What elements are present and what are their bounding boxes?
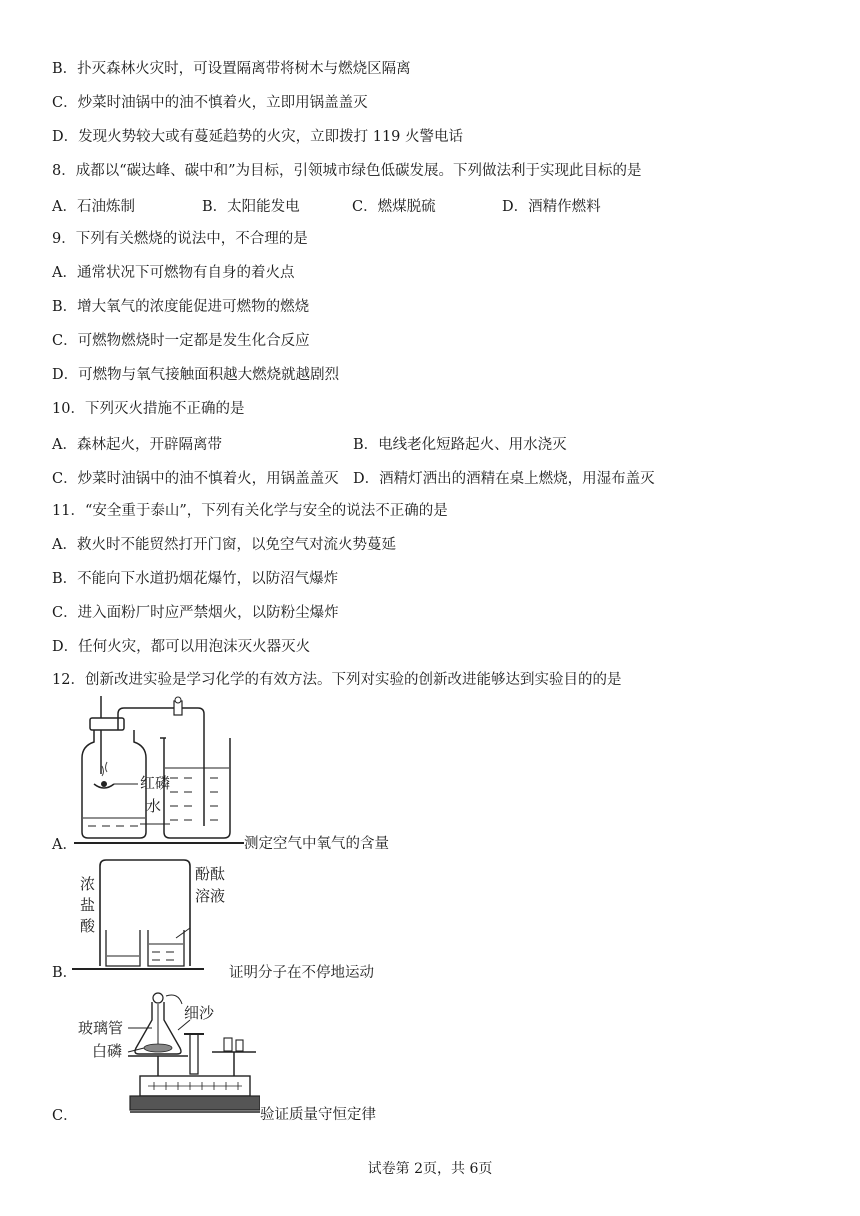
q8-option-c: C．燃煤脱硫: [352, 199, 436, 215]
q11-option-d: D．任何火灾，都可以用泡沫灭火器灭火: [52, 639, 311, 655]
q9-option-d: D．可燃物与氧气接触面积越大燃烧就越剧烈: [52, 367, 340, 383]
q7-option-b: B．扑灭森林火灾时，可设置隔离带将树木与燃烧区隔离: [52, 61, 411, 77]
q10-option-b: B．电线老化短路起火、用水浇灭: [353, 437, 567, 453]
q11-option-c: C．进入面粉厂时应严禁烟火，以防粉尘爆炸: [52, 605, 339, 621]
q9-option-b: B．增大氧气的浓度能促进可燃物的燃烧: [52, 299, 310, 315]
figure-a-caption: 测定空气中氧气的含量: [244, 836, 389, 852]
q12-stem: 12．创新改进实验是学习化学的有效方法。下列对实验的创新改进能够达到实验目的的是: [52, 672, 622, 688]
q7-option-d: D．发现火势较大或有蔓延趋势的火灾，立即拨打 119 火警电话: [52, 129, 464, 145]
label-conc-hcl-3: 酸: [80, 917, 96, 935]
label-glass-tube: 玻璃管: [78, 1019, 124, 1037]
label-conc-hcl-1: 浓: [80, 875, 96, 893]
q12-option-b-letter: B．: [52, 965, 78, 981]
label-phenolphthalein-2: 溶液: [195, 887, 226, 905]
figure-c-caption: 验证质量守恒定律: [260, 1107, 376, 1123]
q11-stem: 11．“安全重于泰山”，下列有关化学与安全的说法不正确的是: [52, 503, 448, 519]
q10-option-d: D．酒精灯洒出的酒精在桌上燃烧，用湿布盖灭: [353, 471, 655, 487]
label-white-phosphorus: 白磷: [92, 1042, 123, 1060]
q10-stem: 10．下列灭火措施不正确的是: [52, 401, 245, 417]
q8-option-b: B．太阳能发电: [202, 199, 300, 215]
label-conc-hcl-2: 盐: [80, 896, 96, 914]
q11-option-a: A．救火时不能贸然打开门窗，以免空气对流火势蔓延: [52, 537, 396, 553]
q11-option-b: B．不能向下水道扔烟花爆竹，以防沼气爆炸: [52, 571, 339, 587]
figure-a-oxygen-experiment: [74, 696, 244, 848]
label-fine-sand: 细沙: [184, 1004, 215, 1022]
q12-option-c-letter: C．: [52, 1108, 78, 1124]
q7-option-c: C．炒菜时油锅中的油不慎着火，立即用锅盖盖灭: [52, 95, 368, 111]
figure-c-mass-conservation: [78, 990, 260, 1118]
label-red-phosphorus: 红磷: [140, 774, 171, 792]
page-footer: 试卷第 2页，共 6页: [367, 1161, 493, 1177]
q10-option-c: C．炒菜时油锅中的油不慎着火，用锅盖盖灭: [52, 471, 339, 487]
label-water: 水: [146, 797, 162, 815]
q8-option-d: D．酒精作燃料: [502, 199, 601, 215]
q9-option-a: A．通常状况下可燃物有自身的着火点: [52, 265, 295, 281]
q10-option-a: A．森林起火，开辟隔离带: [52, 437, 222, 453]
figure-b-molecule-experiment: [72, 856, 204, 974]
q9-stem: 9．下列有关燃烧的说法中，不合理的是: [52, 231, 308, 247]
q8-stem: 8．成都以“碳达峰、碳中和”为目标，引领城市绿色低碳发展。下列做法利于实现此目标的是: [52, 163, 642, 179]
q8-option-a: A．石油炼制: [52, 199, 135, 215]
q12-option-a-letter: A．: [52, 837, 77, 853]
figure-b-caption: 证明分子在不停地运动: [229, 965, 374, 981]
label-phenolphthalein-1: 酚酞: [195, 865, 226, 883]
q9-option-c: C．可燃物燃烧时一定都是发生化合反应: [52, 333, 310, 349]
